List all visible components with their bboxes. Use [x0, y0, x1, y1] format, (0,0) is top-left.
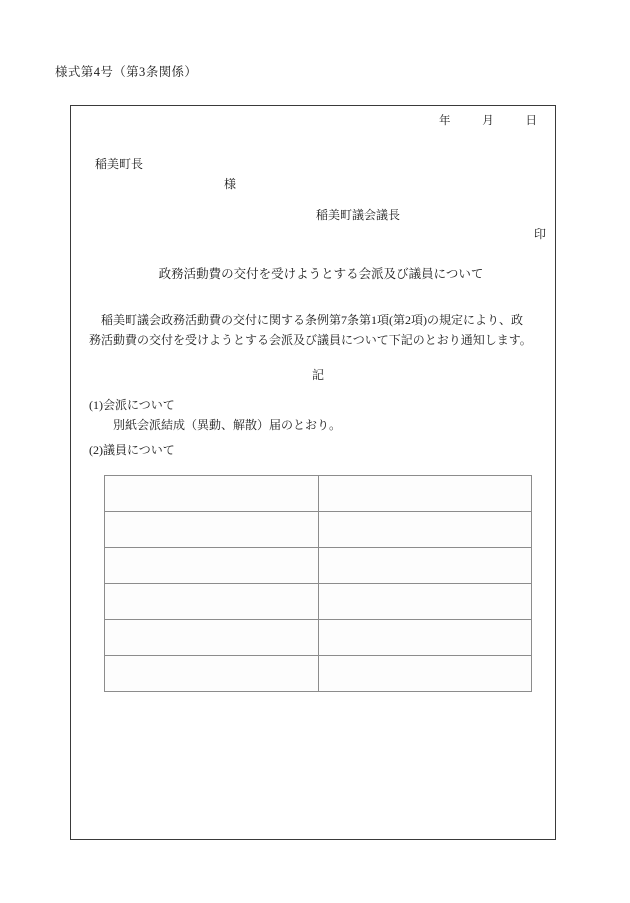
table-cell[interactable]	[318, 656, 532, 692]
table-cell[interactable]	[105, 512, 319, 548]
table-cell[interactable]	[318, 584, 532, 620]
item-1-sublabel: 別紙会派結成（異動、解散）届のとおり。	[113, 418, 342, 432]
document-page-frame	[70, 105, 556, 840]
item-1-label: (1)会派について	[89, 398, 175, 412]
form-number-label: 様式第4号（第3条関係）	[55, 65, 198, 79]
date-day-label: 日	[525, 115, 537, 127]
table-cell[interactable]	[105, 584, 319, 620]
table-cell[interactable]	[318, 620, 532, 656]
document-title: 政務活動費の交付を受けようとする会派及び議員について	[158, 267, 484, 281]
addressee-name: 稲美町長	[95, 157, 144, 171]
table-cell[interactable]	[318, 512, 532, 548]
table-row	[105, 584, 532, 620]
date-month-label: 月	[482, 115, 494, 127]
table-row	[105, 656, 532, 692]
table-cell[interactable]	[318, 548, 532, 584]
addressee-honorific: 様	[224, 177, 237, 191]
date-line	[439, 116, 537, 128]
member-table	[104, 475, 532, 692]
date-year-label: 年	[439, 115, 451, 127]
table-cell[interactable]	[105, 656, 319, 692]
table-cell[interactable]	[105, 620, 319, 656]
body-paragraph-line-1: 稲美町議会政務活動費の交付に関する条例第7条第1項(第2項)の規定により、政	[101, 313, 523, 327]
table-row	[105, 548, 532, 584]
body-paragraph	[89, 310, 541, 350]
table-row	[105, 620, 532, 656]
table-cell[interactable]	[318, 476, 532, 512]
table-cell[interactable]	[105, 476, 319, 512]
document-body	[71, 106, 555, 839]
sender-name: 稲美町議会議長	[316, 208, 401, 222]
table-row	[105, 512, 532, 548]
table-row	[105, 476, 532, 512]
member-table-body	[105, 476, 532, 692]
ki-marker: 記	[311, 368, 324, 382]
body-paragraph-line-2: 務活動費の交付を受けようとする会派及び議員について下記のとおり通知します。	[89, 333, 532, 347]
item-2-label: (2)議員について	[89, 443, 175, 457]
seal-mark: 印	[534, 227, 547, 241]
table-cell[interactable]	[105, 548, 319, 584]
